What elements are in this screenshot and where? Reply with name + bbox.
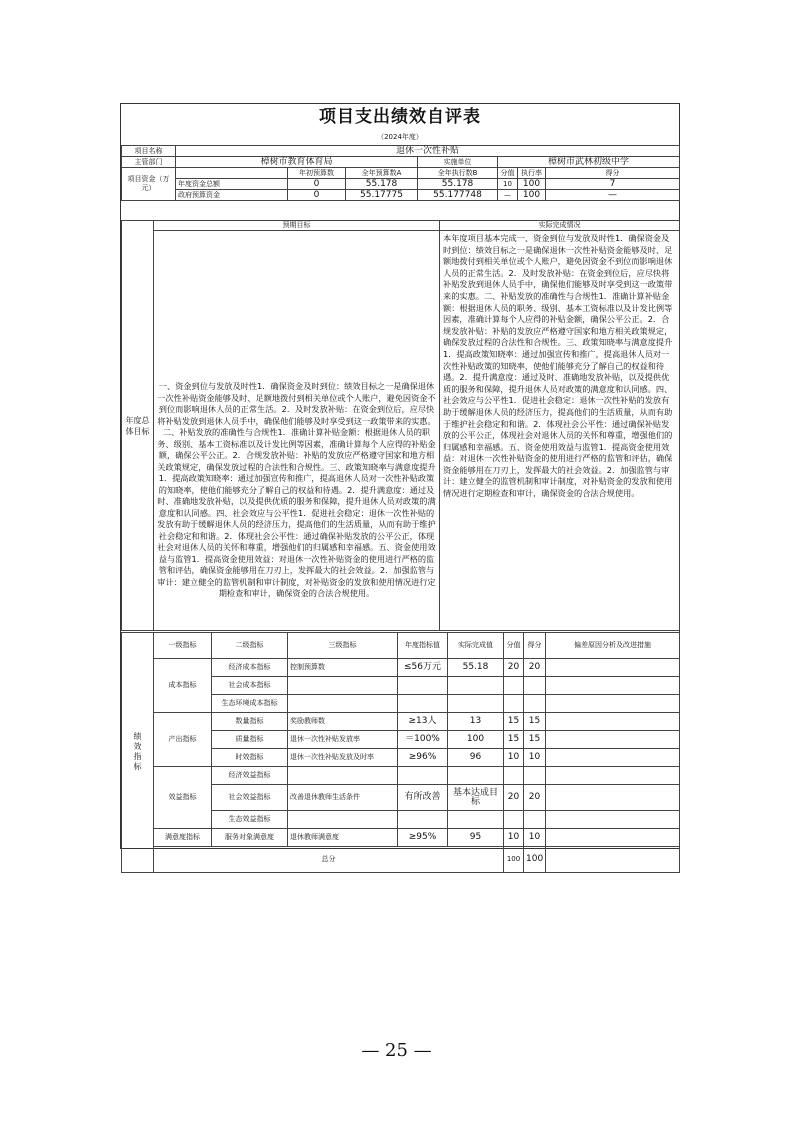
row-l2: 服务对象满意度 — [212, 829, 288, 847]
goals-actual-label: 实际完成情况 — [440, 221, 680, 231]
funds-col-score-total: 分值 — [498, 168, 518, 179]
row-actual: 96 — [448, 749, 504, 767]
goals-expected-label: 预期目标 — [154, 221, 440, 231]
col-target: 年度指标值 — [398, 633, 448, 659]
funds-row-name: 年度资金总额 — [176, 179, 288, 190]
impl-label: 实施单位 — [418, 157, 498, 168]
row-score: 20 — [524, 785, 546, 811]
funds-row-score-total: 10 — [498, 179, 518, 190]
row-score: 10 — [524, 829, 546, 847]
doc-title: 项目支出绩效自评表 — [319, 107, 481, 127]
row-l2: 生态效益指标 — [212, 811, 288, 829]
col-score-total: 分值 — [504, 633, 524, 659]
col-l2: 二级指标 — [212, 633, 288, 659]
row-l2: 经济效益指标 — [212, 767, 288, 785]
goals-table — [121, 220, 680, 631]
row-score-total: 20 — [504, 785, 524, 811]
row-score-total: 15 — [504, 713, 524, 731]
group-cost: 成本指标 — [154, 659, 212, 713]
row-reason — [546, 659, 680, 677]
col-l3: 三级指标 — [288, 633, 398, 659]
row-l3: 退休一次性补贴发放及时率 — [288, 749, 398, 767]
row-score-total: 10 — [504, 749, 524, 767]
funds-row-rate: 100 — [518, 190, 546, 201]
row-l3: 控制预算数 — [288, 659, 398, 677]
dept-name: 樟树市教育体育局 — [176, 157, 418, 168]
row-l2: 质量指标 — [212, 731, 288, 749]
funds-col-score: 得分 — [546, 168, 680, 179]
funds-row-plan: 0 — [288, 179, 346, 190]
row-actual: 基本达成目标 — [448, 785, 504, 811]
funds-row-exec: 55.177748 — [418, 190, 498, 201]
funds-row-name: 政府预算资金 — [176, 190, 288, 201]
goals-actual-text: 本年度项目基本完成一、资金到位与发放及时性1．确保资金及时到位：绩效目标之一是确保退休一次性补贴资金能够及时、足额地拨付到相关单位或个人账户，避免因资金不到位而影响退休人员的正常生活。2．及时发放补贴：在资金到位后，应尽快将补贴发放到退休人员手中，确保他们能够及时享受到这一政策带来的实惠。二、补贴发放的准确性与合规性1．准确计算补贴金额：根据退休人员的职务、级别、基本工资标准以及计发比例等因素，准确计算每个人应得的补贴金额，确保公平公正。2．合规发放补贴：补贴的发放应严格遵守国家和地方相关政策规定，确保发放过程的合法性和合规性。三、政策知晓率与满意度提升1．提高政策知晓率：通过加强宣传和推广，提高退休人员对一次性补贴政策的知晓率，使他们能够充分了解自己的权益和待遇。2．提升满意度：通过及时、准确地发放补贴，以及提供优质的服务和保障，提升退休人员对政策的满意度和认同感。四、社会效应与公平性1．促进社会稳定：退休一次性补贴的发放有助于缓解退休人员的经济压力，提高他们的生活质量，从而有助于维护社会稳定和和谐。2．体现社会公平性：通过确保补贴发放的公平公正，体现社会对退休人员的关怀和尊重，增强他们的归属感和幸福感。五、资金使用效益与监管1．提高资金使用效益：对退休一次性补贴资金的使用进行严格的监管和评估，确保资金能够用在刀刃上，发挥最大的社会效益。2．加强监管与审计：建立健全的监管机制和审计制度，对补贴资金的发放和使用情况进行定期检查和审计，确保资金的合法合规使用。 — [440, 231, 680, 631]
col-reason: 偏差原因分析及改进措施 — [546, 633, 680, 659]
impl-name: 樟树市武林初级中学 — [498, 157, 680, 168]
funds-row-full: 55.17775 — [346, 190, 418, 201]
row-l2: 社会效益指标 — [212, 785, 288, 811]
funds-row-plan: 0 — [288, 190, 346, 201]
funds-col-exec: 全年执行数B — [418, 168, 498, 179]
doc-year: （2024年度） — [377, 133, 423, 141]
funds-blank — [176, 168, 288, 179]
funds-label: 项目资金（万元） — [122, 168, 176, 201]
row-l2: 经济成本指标 — [212, 659, 288, 677]
row-target: 有所改善 — [398, 785, 448, 811]
row-actual: 13 — [448, 713, 504, 731]
group-satisfaction: 满意度指标 — [154, 829, 212, 847]
row-actual: 95 — [448, 829, 504, 847]
row-score: 15 — [524, 731, 546, 749]
row-l3: 奖励教师数 — [288, 713, 398, 731]
project-name: 退休一次性补贴 — [176, 146, 680, 157]
goals-side-label: 年度总体目标 — [122, 221, 154, 631]
row-l2: 时效指标 — [212, 749, 288, 767]
funds-col-full: 全年预算数A — [346, 168, 418, 179]
page-number: — 25 — — [361, 1040, 432, 1061]
col-l1: 一级指标 — [154, 633, 212, 659]
indicators-side-label: 绩效指标 — [122, 633, 154, 873]
funds-row-rate: 100 — [518, 179, 546, 190]
goals-expected-text: 一、资金到位与发放及时性1．确保资金及时到位：绩效目标之一是确保退休一次性补贴资金能够及时、足额地拨付到相关单位或个人账户，避免因资金不到位而影响退休人员的正常生活。2．及时发放补贴：在资金到位后，应尽快将补贴发放到退休人员手中，确保他们能够及时享受到这一政策带来的实惠。二、补贴发放的准确性与合规性1．准确计算补贴金额：根据退休人员的职务、级别、基本工资标准以及计发比例等因素，准确计算每个人应得的补贴金额，确保公平公正。2．合规发放补贴：补贴的发放应严格遵守国家和地方相关政策规定，确保发放过程的合法性和合规性。三、政策知晓率与满意度提升1．提高政策知晓率：通过加强宣传和推广，提高退休人员对一次性补贴政策的知晓率，使他们能够充分了解自己的权益和待遇。2．提升满意度：通过及时、准确地发放补贴，以及提供优质的服务和保障，提升退休人员对政策的满意度和认同感。四、社会效应与公平性1．促进社会稳定：退休一次性补贴的发放有助于缓解退休人员的经济压力，提高他们的生活质量，从而有助于维护社会稳定和和谐。2．体现社会公平性：通过确保补贴发放的公平公正，体现社会对退休人员的关怀和尊重，增强他们的归属感和幸福感。五、资金使用效益与监管1．提高资金使用效益：对退休一次性补贴资金的使用进行严格的监管和评估，确保资金能够用在刀刃上，发挥最大的社会效益。2．加强监管与审计：建立健全的监管机制和审计制度，对补贴资金的发放和使用情况进行定期检查和审计，确保资金的合法合规使用。 — [154, 231, 440, 631]
row-l3: 改善退休教师生活条件 — [288, 785, 398, 811]
row-l2: 社会成本指标 — [212, 677, 288, 695]
row-l2: 数量指标 — [212, 713, 288, 731]
row-score: 15 — [524, 713, 546, 731]
row-actual: 100 — [448, 731, 504, 749]
row-score: 20 — [524, 659, 546, 677]
funds-row-score: 7 — [546, 179, 680, 190]
row-target: ＝100% — [398, 731, 448, 749]
header-table — [121, 145, 680, 201]
total-label: 总分 — [154, 847, 504, 873]
funds-row-full: 55.178 — [346, 179, 418, 190]
row-score-total: 10 — [504, 829, 524, 847]
row-score-total: 20 — [504, 659, 524, 677]
row-target: ≥96% — [398, 749, 448, 767]
funds-row-exec: 55.178 — [418, 179, 498, 190]
funds-row-score-total: — — [498, 190, 518, 201]
funds-col-rate: 执行率 — [518, 168, 546, 179]
funds-row-score: — — [546, 190, 680, 201]
row-l3: 退休一次性补贴发放率 — [288, 731, 398, 749]
col-score: 得分 — [524, 633, 546, 659]
group-benefit: 效益指标 — [154, 767, 212, 829]
row-actual: 55.18 — [448, 659, 504, 677]
indicators-table — [121, 632, 680, 873]
total-score-total: 100 — [504, 847, 524, 873]
funds-col-plan: 年初预算数 — [288, 168, 346, 179]
row-score: 10 — [524, 749, 546, 767]
total-score: 100 — [524, 847, 546, 873]
project-name-label: 项目名称 — [122, 146, 176, 157]
evaluation-sheet — [120, 103, 680, 864]
row-l3: 退休教师满意度 — [288, 829, 398, 847]
row-target: ≥13人 — [398, 713, 448, 731]
row-target: ≥95% — [398, 829, 448, 847]
row-score-total: 15 — [504, 731, 524, 749]
dept-label: 主管部门 — [122, 157, 176, 168]
row-target: ≤56万元 — [398, 659, 448, 677]
col-actual: 实际完成值 — [448, 633, 504, 659]
group-output: 产出指标 — [154, 713, 212, 767]
row-l2: 生态环境成本指标 — [212, 695, 288, 713]
